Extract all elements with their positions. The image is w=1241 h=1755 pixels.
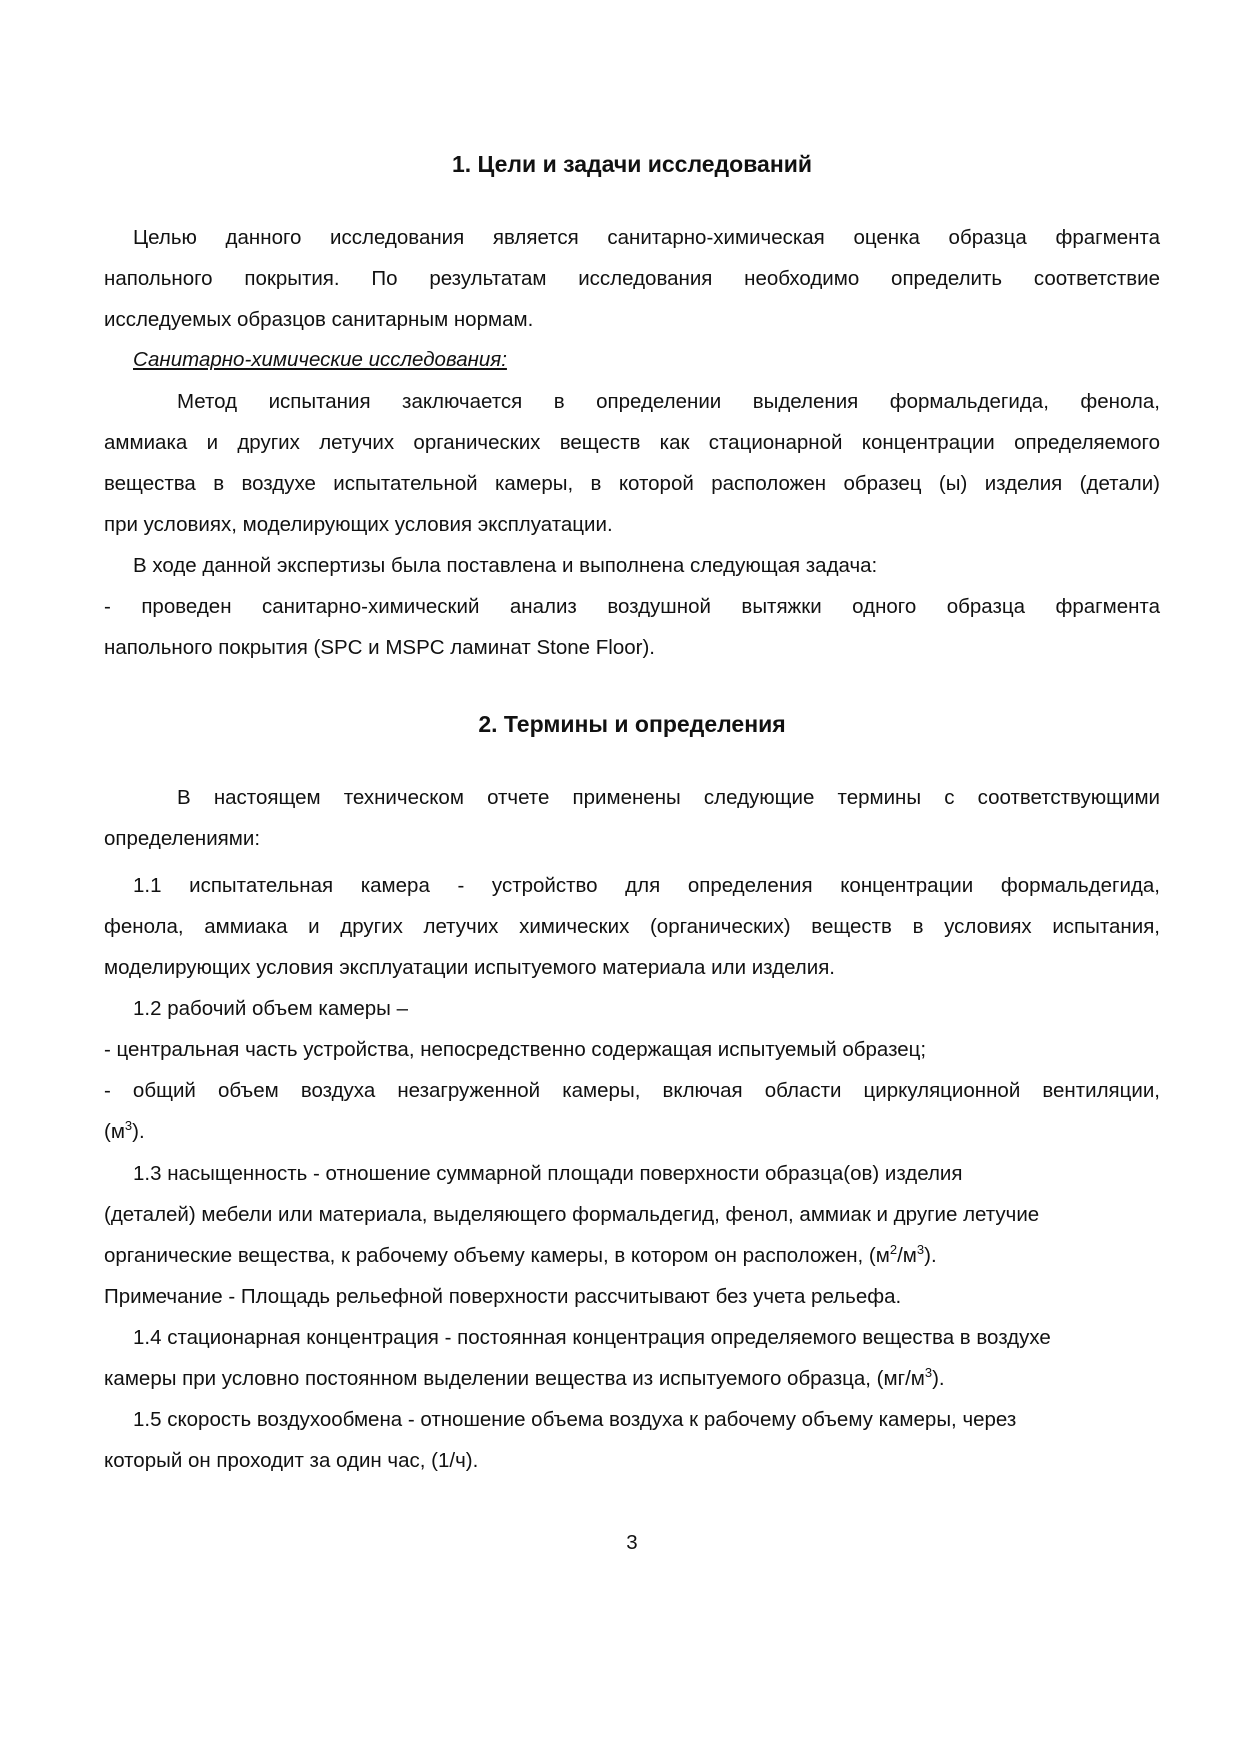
paragraph-line: В ходе данной экспертизы была поставлена и выполнена следующая задача: bbox=[133, 554, 878, 577]
paragraph-line: определениями: bbox=[104, 827, 261, 850]
page-number: 3 bbox=[626, 1531, 638, 1554]
paragraph-line: напольного покрытия (SPC и MSPC ламинат Stone Floor). bbox=[104, 636, 656, 659]
paragraph-line: - проведен санитарно-химический анализ воздушной вытяжки одного образца фрагмента bbox=[104, 595, 1160, 618]
term-1-3-line: органические вещества, к рабочему объему камеры, в котором он расположен, $(м^2/м^3)$. bbox=[104, 1242, 937, 1267]
term-1-3-line: 1.3 насыщенность - отношение суммарной площади поверхности образца(ов) изделия bbox=[133, 1162, 963, 1185]
term-1-3-line: (деталей) мебели или материала, выделяющего формальдегид, фенол, аммиак и другие летучие bbox=[104, 1203, 1040, 1226]
section-2-heading: 2. Термины и определения bbox=[478, 711, 786, 737]
sanitary-chemical-subheading: Санитарно-химические исследования: bbox=[133, 348, 507, 371]
term-1-2-unit: $(м^3)$. bbox=[104, 1118, 145, 1143]
term-1-5-line: 1.5 скорость воздухообмена - отношение объема воздуха к рабочему объему камеры, через bbox=[133, 1408, 1017, 1431]
term-1-2-title: 1.2 рабочий объем камеры – bbox=[133, 997, 408, 1020]
paragraph-line: В настоящем техническом отчете применены следующие термины с соответствующими bbox=[177, 786, 1160, 809]
paragraph-line: напольного покрытия. По результатам исследования необходимо определить соответствие bbox=[104, 267, 1160, 290]
term-1-4-line: камеры при условно постоянном выделении вещества из испытуемого образца, $(мг/м^3)$. bbox=[104, 1365, 945, 1390]
paragraph-line: исследуемых образцов санитарным нормам. bbox=[104, 308, 534, 331]
paragraph-line: Целью данного исследования является санитарно-химическая оценка образца фрагмента bbox=[133, 226, 1160, 249]
term-1-2-item: - общий объем воздуха незагруженной камеры, включая области циркуляционной вентиляции, bbox=[104, 1079, 1160, 1102]
term-1-4-line: 1.4 стационарная концентрация - постоянная концентрация определяемого вещества в воздухе bbox=[133, 1326, 1051, 1349]
paragraph-line: вещества в воздухе испытательной камеры, в которой расположен образец (ы) изделия (детали) bbox=[104, 472, 1160, 495]
paragraph-line: Метод испытания заключается в определении выделения формальдегида, фенола, bbox=[177, 390, 1160, 413]
section-1-heading: 1. Цели и задачи исследований bbox=[451, 151, 812, 177]
term-1-1-line: фенола, аммиака и других летучих химических (органических) веществ в условиях испытания, bbox=[104, 915, 1160, 938]
paragraph-line: при условиях, моделирующих условия эксплуатации. bbox=[104, 513, 613, 536]
term-1-2-item: - центральная часть устройства, непосредственно содержащая испытуемый образец; bbox=[104, 1038, 927, 1061]
term-1-3-note: Примечание - Площадь рельефной поверхности рассчитывают без учета рельефа. bbox=[104, 1285, 902, 1308]
term-1-5-line: который он проходит за один час, (1/ч). bbox=[104, 1449, 479, 1472]
paragraph-line: аммиака и других летучих органических веществ как стационарной концентрации определяемого bbox=[104, 431, 1160, 454]
term-1-1-line: моделирующих условия эксплуатации испытуемого материала или изделия. bbox=[104, 956, 836, 979]
term-1-1-line: 1.1 испытательная камера - устройство для определения концентрации формальдегида, bbox=[133, 874, 1160, 897]
